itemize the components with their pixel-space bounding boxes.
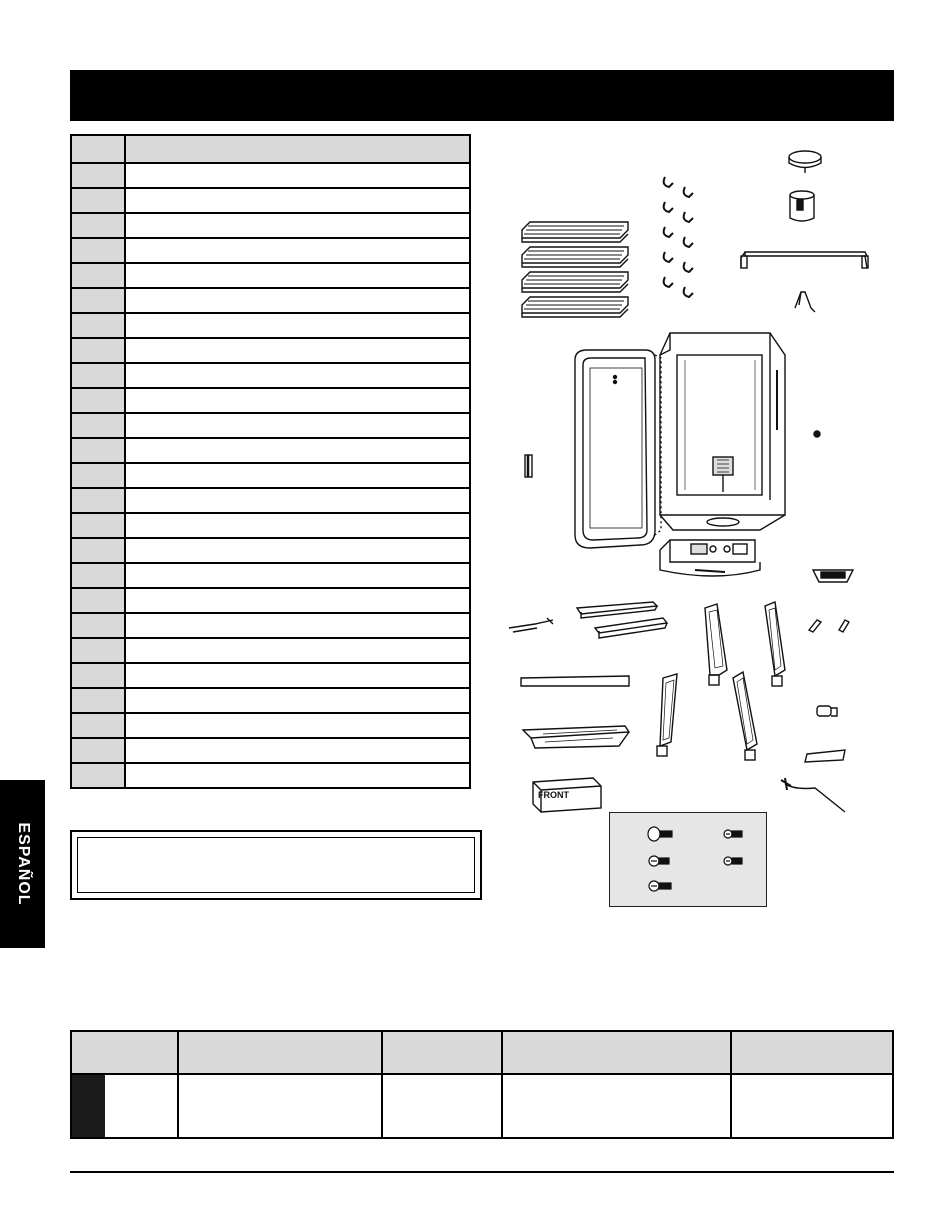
grease-cup-icon (813, 570, 853, 582)
row-number-cell (72, 689, 126, 712)
small-bracket-icon (809, 620, 849, 632)
footer-rule (70, 1171, 894, 1173)
row-number-cell (72, 564, 126, 587)
front-label: FRONT (538, 790, 569, 800)
grate-hook-icon (664, 177, 693, 297)
chimney-icon (790, 191, 814, 221)
row-description-cell (126, 389, 469, 412)
row-description-cell (126, 239, 469, 262)
row-number-cell (72, 289, 126, 312)
table-row (72, 714, 469, 739)
table-row (72, 514, 469, 539)
section-title-bar (70, 70, 894, 121)
leg-icon (657, 602, 785, 760)
row-number-cell (72, 214, 126, 237)
table-row (72, 614, 469, 639)
row-description-cell (126, 539, 469, 562)
screw-icon (649, 856, 669, 866)
row-description-cell (126, 289, 469, 312)
notice-box (70, 830, 482, 900)
table-row (72, 239, 469, 264)
chimney-cap-icon (789, 151, 821, 173)
specification-table (70, 1030, 894, 1139)
row-description-cell (126, 414, 469, 437)
row-number-cell (72, 589, 126, 612)
language-tab (0, 780, 45, 948)
bolt-icon (648, 827, 672, 841)
table-row (72, 589, 469, 614)
screw-icon (724, 830, 742, 838)
row-description-cell (126, 564, 469, 587)
screw-icon (724, 857, 742, 865)
table-row (72, 289, 469, 314)
row-description-cell (126, 764, 469, 787)
header-number (72, 136, 126, 162)
row-number-cell (72, 164, 126, 187)
door-handle-icon (741, 252, 868, 268)
table-row (72, 364, 469, 389)
row-number-cell (72, 539, 126, 562)
notice-text (77, 837, 475, 893)
spec-cell-1 (107, 1075, 177, 1137)
row-number-cell (72, 414, 126, 437)
row-description-cell (126, 489, 469, 512)
table-row (72, 539, 469, 564)
table-row (72, 264, 469, 289)
row-description-cell (126, 664, 469, 687)
table-row (72, 764, 469, 787)
row-number-cell (72, 714, 126, 737)
spec-header-5 (732, 1032, 892, 1073)
heat-shield-icon (509, 602, 667, 748)
row-description-cell (126, 364, 469, 387)
language-tab-label: ESPAÑOL (14, 822, 32, 906)
row-description-cell (126, 739, 469, 762)
spec-table-marker (72, 1075, 105, 1137)
row-description-cell (126, 689, 469, 712)
table-row (72, 464, 469, 489)
table-row (72, 739, 469, 764)
row-number-cell (72, 439, 126, 462)
table-row (72, 639, 469, 664)
table-row (72, 339, 469, 364)
row-number-cell (72, 389, 126, 412)
parts-table-header (72, 136, 469, 164)
row-number-cell (72, 639, 126, 662)
row-number-cell (72, 764, 126, 787)
spec-cell-3 (383, 1075, 501, 1137)
thermometer-probe-icon (781, 778, 845, 812)
row-number-cell (72, 364, 126, 387)
row-number-cell (72, 514, 126, 537)
row-description-cell (126, 314, 469, 337)
latch-icon (525, 455, 532, 477)
spec-header-4 (503, 1032, 730, 1073)
row-description-cell (126, 439, 469, 462)
table-row (72, 489, 469, 514)
table-row (72, 214, 469, 239)
row-description-cell (126, 164, 469, 187)
row-number-cell (72, 739, 126, 762)
smoker-cabinet-icon (660, 333, 820, 576)
table-row (72, 164, 469, 189)
row-number-cell (72, 339, 126, 362)
row-description-cell (126, 189, 469, 212)
row-number-cell (72, 664, 126, 687)
table-row (72, 414, 469, 439)
table-row (72, 689, 469, 714)
table-row (72, 664, 469, 689)
row-number-cell (72, 189, 126, 212)
row-number-cell (72, 614, 126, 637)
row-number-cell (72, 239, 126, 262)
parts-diagram (495, 130, 875, 820)
row-description-cell (126, 264, 469, 287)
header-description (126, 136, 469, 162)
drip-plate-icon (805, 750, 845, 762)
row-description-cell (126, 514, 469, 537)
spec-header-1 (72, 1032, 177, 1073)
table-row (72, 564, 469, 589)
table-row (72, 389, 469, 414)
row-description-cell (126, 639, 469, 662)
table-row (72, 314, 469, 339)
row-description-cell (126, 339, 469, 362)
row-number-cell (72, 314, 126, 337)
parts-list-table (70, 134, 471, 789)
spec-cell-2 (179, 1075, 381, 1137)
spec-cell-4 (503, 1075, 730, 1137)
handle-bracket-icon (795, 292, 815, 312)
cooking-grate-icon (522, 222, 628, 317)
row-number-cell (72, 464, 126, 487)
row-description-cell (126, 714, 469, 737)
row-description-cell (126, 589, 469, 612)
hardware-pack-icon (609, 812, 767, 907)
row-number-cell (72, 264, 126, 287)
row-description-cell (126, 464, 469, 487)
row-description-cell (126, 214, 469, 237)
table-row (72, 189, 469, 214)
knob-icon (817, 706, 837, 716)
door-icon (575, 350, 661, 548)
row-number-cell (72, 489, 126, 512)
spec-header-3 (383, 1032, 501, 1073)
spec-cell-5 (732, 1075, 892, 1137)
screw-icon (649, 881, 671, 891)
row-description-cell (126, 614, 469, 637)
spec-header-2 (179, 1032, 381, 1073)
table-row (72, 439, 469, 464)
